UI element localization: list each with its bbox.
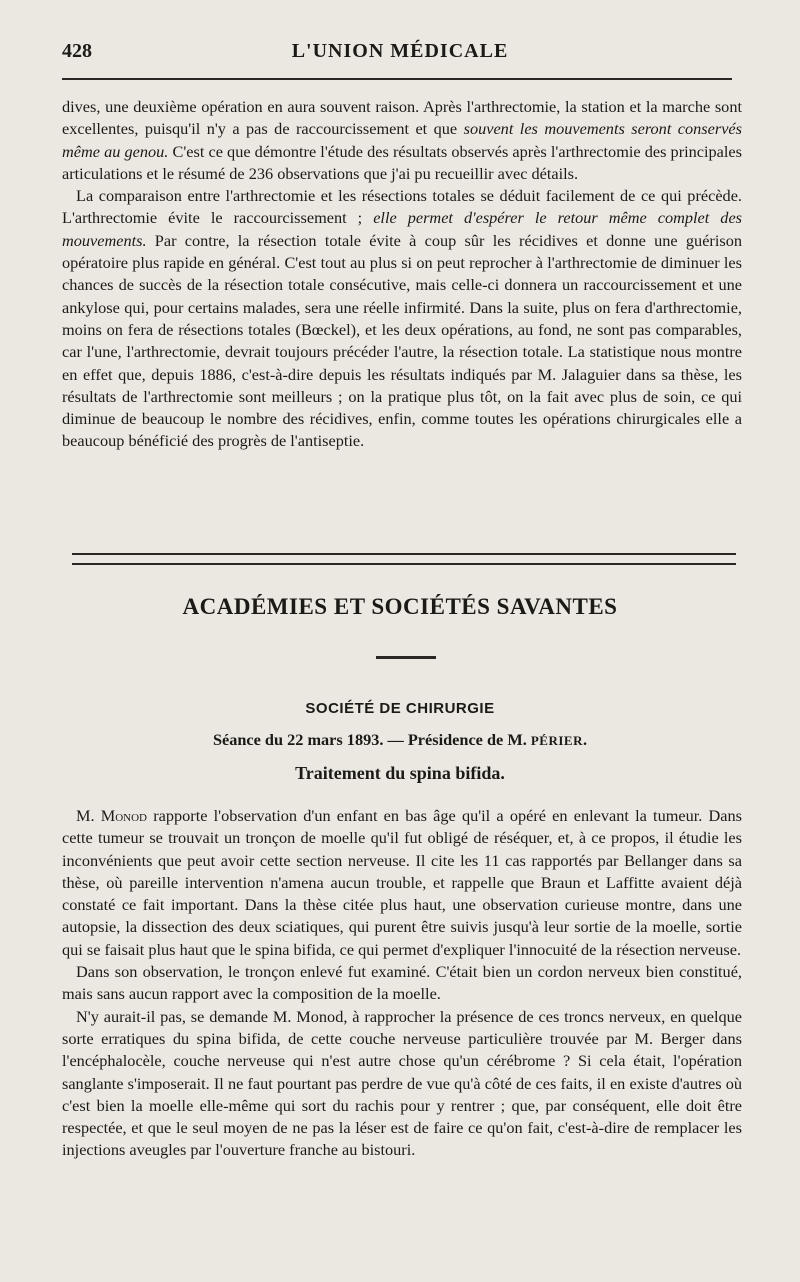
paragraph [62,805,742,961]
speaker-name: M. Monod [76,806,147,825]
society-name: SOCIÉTÉ DE CHIRURGIE [305,700,495,717]
short-rule [376,656,436,659]
paragraph [62,96,742,185]
session-text: Séance du 22 mars 1893. — Présidence de M. [212,730,531,749]
text-run: C'est ce que démontre l'étude des résultats observés après l'arthrectomie des principales articulations et le résumé de 236 observations que j'ai pu recueillir avec détails. [62,141,742,183]
section-heading: ACADÉMIES ET SOCIÉTÉS SAVANTES [182,594,618,619]
article-title: Traitement du spina bifida. [295,763,505,783]
running-head [62,40,738,70]
session-end: . [582,730,588,749]
header-rule [62,78,732,80]
paragraph: N'y aurait-il pas, se demande M. Monod, à rapprocher la présence de ces troncs nerveux, en quelque sorte erratiques du spina bifida, de cette couche nerveuse particulière trouvée par M. Berger dans l'encéphalocèle, couche nerveuse qui n'est autre chose qu'un cérébrome ? Si cela était, l'opération sanglante s'imposerait. Il ne faut pourtant pas perdre de vue qu'à côté de ces faits, il en existe d'autres où c'est bien la moelle elle-même qui sort du rachis pour y rentrer ; que, par conséquent, elle doit être respectée, et que le seul moyen de ne pas la léser est de faire ce qu'on fait, c'est-à-dire de remplacer les injections aveugles par l'ouverture franche au bistouri. [62,1006,742,1160]
italic-run: souvent les mouvements seront conservés même au genou. [62,119,742,161]
paragraph: Dans son observation, le tronçon enlevé fut examiné. C'était bien un cordon nerveux bien constitué, mais sans aucun rapport avec la composition de la moelle. [62,962,742,1004]
journal-title: L'UNION MÉDICALE [291,40,509,62]
session-line [62,730,738,750]
text-run: Par contre, la résection totale évite à coup sûr les récidives et donne une guérison opératoire plus rapide en général. C'est tout au plus si on peut reprocher à l'arthrectomie de diminuer les chances de succès de la résection totale consécutive, mais celle-ci donnera un raccourcissement et une ankylose qui, pour certains malades, sera une réelle infirmité. Dans la suite, plus on fera d'arthrectomie, moins on fera de résections totales (Bœckel), et les deux opérations, au fond, ne sont pas comparables, car l'une, l'arthrectomie, devrait toujours précéder l'autre, la résection totale. La statistique nous montre en effet que, depuis 1886, c'est-à-dire depuis les résultats indiqués par M. Jalaguier dans sa thèse, les résultats de l'arthrectomie sont meilleurs ; on la pratique plus tôt, on la fait avec plus de soin, ce qui diminue de beaucoup le nombre des récidives, enfin, comme toutes les opérations chirurgicales elle a beaucoup bénéficié des progrès de l'antiseptie. [62,230,742,451]
paragraph [62,185,742,453]
text-run: La comparaison entre l'arthrectomie et les résections totales se déduit facilement de ce qui précède. L'arthrectomie évite le raccourcissement ; [62,186,742,228]
section-divider [72,553,736,565]
text-run: dives, une deuxième opération en aura souvent raison. Après l'arthrectomie, la station et la marche sont excellentes, puisqu'il n'y a pas de raccourcissement et que [62,97,742,139]
arthrectomy-text [62,96,742,453]
text-run: rapporte l'observation d'un enfant en bas âge qu'il a opéré en enlevant la tumeur. Dans cette tumeur se trouvait un tronçon de moelle qu'il fut obligé de réséquer, et, à ce propos, il étudie les inconvénients que peut avoir cette section nerveuse. Il cite les 11 cas rapportés par Bellanger dans sa thèse, où pareille intervention n'amena aucun trouble, et rappelle que Braun et Laffitte avaient déjà constaté ce fait important. Dans la thèse citée plus haut, une observation curieuse montre, dans une autopsie, la dissection des deux sciatiques, qui purent être suivis jusqu'à leur sortie de la moelle, sortie qui se faisait plus haut que le spina bifida, ce qui permet d'expliquer l'innocuité de la résection nerveuse. [62,806,742,959]
page-number: 428 [62,40,92,62]
italic-run: elle permet d'espérer le retour même complet des mouvements. [62,208,743,250]
president-name: PÉRIER [530,733,583,748]
spina-bifida-text [62,805,742,1162]
